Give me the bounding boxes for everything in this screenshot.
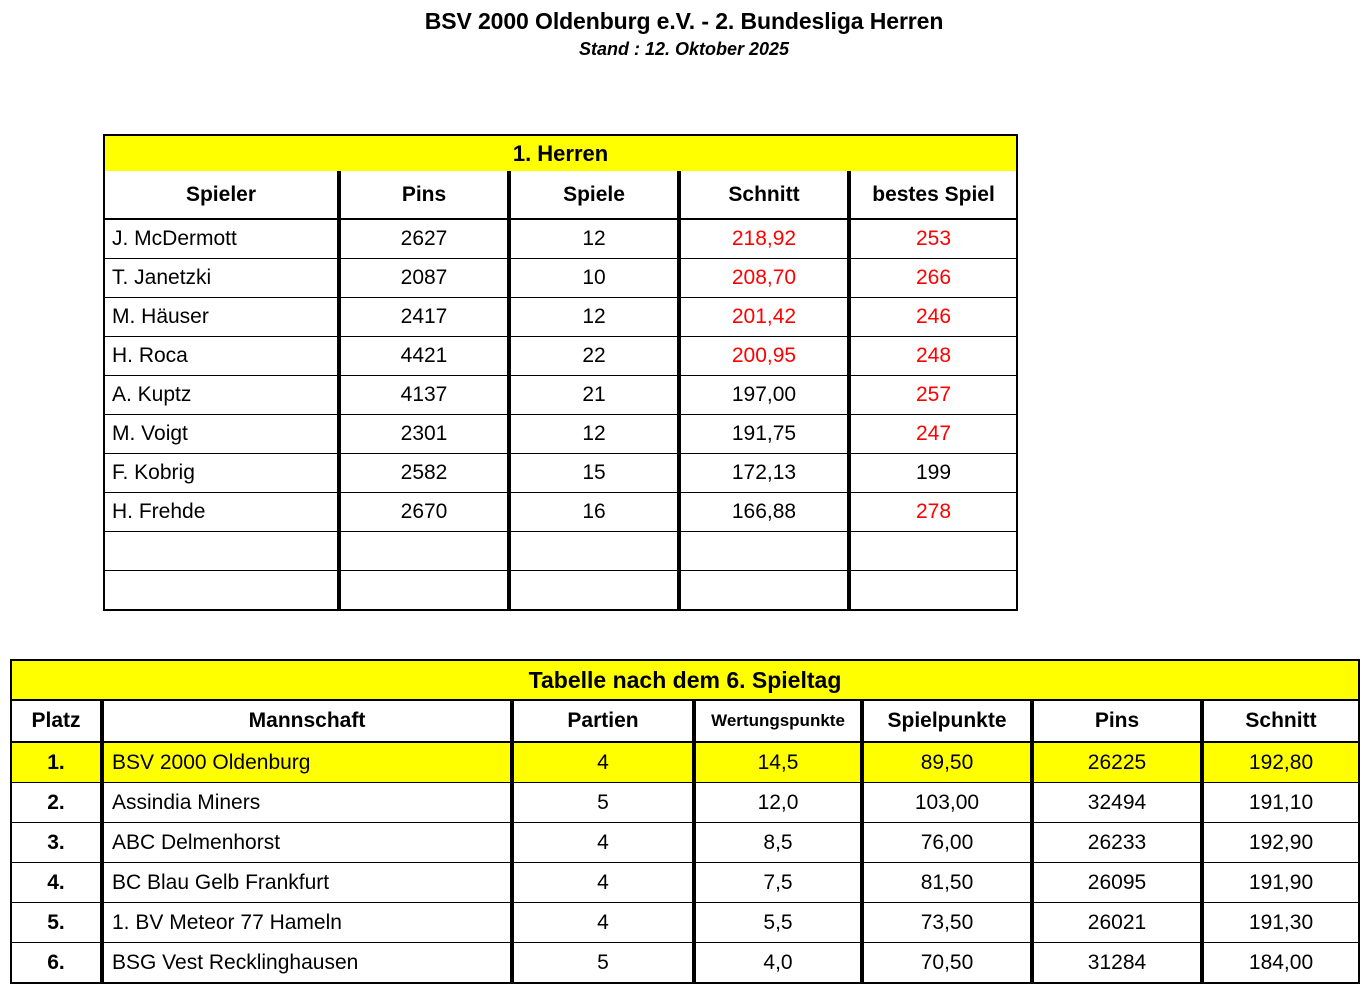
cell-spiele <box>509 532 679 571</box>
league-standings-header-row <box>10 699 1360 743</box>
cell-pins: 2087 <box>339 259 509 298</box>
cell-spieler: A. Kuptz <box>103 376 339 415</box>
cell-schnitt <box>679 532 849 571</box>
cell-spieler: F. Kobrig <box>103 454 339 493</box>
cell-schnitt: 192,90 <box>1202 823 1360 863</box>
column-header-mannschaft: Mannschaft <box>102 699 512 743</box>
cell-partien: 4 <box>512 823 694 863</box>
team-stats-section <box>103 134 1018 611</box>
column-header-bestes-spiel: bestes Spiel <box>849 171 1018 220</box>
cell-spiele: 16 <box>509 493 679 532</box>
table-row <box>10 863 1360 903</box>
cell-mannschaft: 1. BV Meteor 77 Hameln <box>102 903 512 943</box>
table-row <box>10 783 1360 823</box>
cell-bestes-spiel: 253 <box>849 220 1018 259</box>
cell-spieler <box>103 571 339 611</box>
cell-wertungspunkte: 14,5 <box>694 743 862 783</box>
table-row <box>103 454 1018 493</box>
cell-spieler: J. McDermott <box>103 220 339 259</box>
table-row <box>103 532 1018 571</box>
table-row <box>103 220 1018 259</box>
cell-bestes-spiel: 247 <box>849 415 1018 454</box>
cell-spiele: 10 <box>509 259 679 298</box>
cell-bestes-spiel: 257 <box>849 376 1018 415</box>
cell-platz: 5. <box>10 903 102 943</box>
cell-spiele: 12 <box>509 298 679 337</box>
column-header-schnitt: Schnitt <box>679 171 849 220</box>
cell-partien: 5 <box>512 943 694 984</box>
cell-spieler: H. Roca <box>103 337 339 376</box>
cell-spielpunkte: 103,00 <box>862 783 1032 823</box>
table-row <box>103 259 1018 298</box>
cell-pins: 2417 <box>339 298 509 337</box>
cell-schnitt: 218,92 <box>679 220 849 259</box>
document-header <box>0 0 1368 60</box>
cell-bestes-spiel <box>849 571 1018 611</box>
league-standings-section <box>10 659 1360 984</box>
cell-schnitt: 200,95 <box>679 337 849 376</box>
cell-schnitt: 191,10 <box>1202 783 1360 823</box>
column-header-pins: Pins <box>1032 699 1202 743</box>
cell-schnitt: 191,30 <box>1202 903 1360 943</box>
cell-schnitt: 191,90 <box>1202 863 1360 903</box>
table-row <box>103 571 1018 611</box>
cell-bestes-spiel: 248 <box>849 337 1018 376</box>
table-row <box>10 943 1360 984</box>
cell-partien: 4 <box>512 743 694 783</box>
cell-schnitt: 201,42 <box>679 298 849 337</box>
cell-spielpunkte: 73,50 <box>862 903 1032 943</box>
cell-pins: 26021 <box>1032 903 1202 943</box>
cell-pins: 4137 <box>339 376 509 415</box>
cell-bestes-spiel: 246 <box>849 298 1018 337</box>
page-title: BSV 2000 Oldenburg e.V. - 2. Bundesliga Herren <box>424 8 944 34</box>
column-header-partien: Partien <box>512 699 694 743</box>
cell-wertungspunkte: 8,5 <box>694 823 862 863</box>
cell-spiele: 21 <box>509 376 679 415</box>
cell-bestes-spiel <box>849 532 1018 571</box>
cell-spielpunkte: 89,50 <box>862 743 1032 783</box>
table-row <box>103 376 1018 415</box>
cell-platz: 6. <box>10 943 102 984</box>
cell-platz: 3. <box>10 823 102 863</box>
cell-schnitt: 172,13 <box>679 454 849 493</box>
cell-spiele: 15 <box>509 454 679 493</box>
cell-schnitt: 166,88 <box>679 493 849 532</box>
cell-spiele: 12 <box>509 415 679 454</box>
cell-wertungspunkte: 5,5 <box>694 903 862 943</box>
cell-pins: 26095 <box>1032 863 1202 903</box>
cell-wertungspunkte: 12,0 <box>694 783 862 823</box>
cell-spiele: 22 <box>509 337 679 376</box>
cell-mannschaft: Assindia Miners <box>102 783 512 823</box>
cell-platz: 2. <box>10 783 102 823</box>
cell-mannschaft: BSV 2000 Oldenburg <box>102 743 512 783</box>
cell-platz: 4. <box>10 863 102 903</box>
cell-pins: 2301 <box>339 415 509 454</box>
cell-spielpunkte: 76,00 <box>862 823 1032 863</box>
column-header-spiele: Spiele <box>509 171 679 220</box>
team-stats-banner: 1. Herren <box>103 134 1018 171</box>
cell-spieler: H. Frehde <box>103 493 339 532</box>
cell-spielpunkte: 81,50 <box>862 863 1032 903</box>
cell-pins: 4421 <box>339 337 509 376</box>
table-row <box>103 493 1018 532</box>
cell-pins: 32494 <box>1032 783 1202 823</box>
cell-partien: 4 <box>512 903 694 943</box>
cell-partien: 4 <box>512 863 694 903</box>
league-standings-banner: Tabelle nach dem 6. Spieltag <box>10 659 1360 699</box>
cell-pins <box>339 532 509 571</box>
cell-schnitt: 191,75 <box>679 415 849 454</box>
cell-bestes-spiel: 278 <box>849 493 1018 532</box>
cell-spiele: 12 <box>509 220 679 259</box>
cell-spielpunkte: 70,50 <box>862 943 1032 984</box>
cell-pins: 31284 <box>1032 943 1202 984</box>
cell-pins: 26225 <box>1032 743 1202 783</box>
cell-wertungspunkte: 7,5 <box>694 863 862 903</box>
column-header-spieler: Spieler <box>103 171 339 220</box>
cell-mannschaft: BC Blau Gelb Frankfurt <box>102 863 512 903</box>
cell-bestes-spiel: 266 <box>849 259 1018 298</box>
cell-schnitt: 208,70 <box>679 259 849 298</box>
cell-pins <box>339 571 509 611</box>
cell-bestes-spiel: 199 <box>849 454 1018 493</box>
cell-schnitt: 197,00 <box>679 376 849 415</box>
team-stats-header-row <box>103 171 1018 220</box>
cell-partien: 5 <box>512 783 694 823</box>
column-header-wertungspunkte: Wertungspunkte <box>694 699 862 743</box>
table-row <box>10 743 1360 783</box>
cell-spieler: M. Häuser <box>103 298 339 337</box>
team-stats-table <box>103 134 1018 611</box>
cell-pins: 2582 <box>339 454 509 493</box>
cell-schnitt: 184,00 <box>1202 943 1360 984</box>
cell-platz: 1. <box>10 743 102 783</box>
cell-wertungspunkte: 4,0 <box>694 943 862 984</box>
cell-pins: 2627 <box>339 220 509 259</box>
league-standings-table <box>10 659 1360 984</box>
table-row <box>10 823 1360 863</box>
cell-spiele <box>509 571 679 611</box>
cell-mannschaft: BSG Vest Recklinghausen <box>102 943 512 984</box>
cell-spieler: T. Janetzki <box>103 259 339 298</box>
page-subtitle: Stand : 12. Oktober 2025 <box>578 39 790 59</box>
cell-mannschaft: ABC Delmenhorst <box>102 823 512 863</box>
cell-schnitt: 192,80 <box>1202 743 1360 783</box>
table-row <box>103 337 1018 376</box>
column-header-schnitt: Schnitt <box>1202 699 1360 743</box>
cell-spieler: M. Voigt <box>103 415 339 454</box>
table-row <box>103 415 1018 454</box>
cell-pins: 26233 <box>1032 823 1202 863</box>
table-row <box>103 298 1018 337</box>
cell-pins: 2670 <box>339 493 509 532</box>
column-header-spielpunkte: Spielpunkte <box>862 699 1032 743</box>
table-row <box>10 903 1360 943</box>
cell-spieler <box>103 532 339 571</box>
column-header-pins: Pins <box>339 171 509 220</box>
column-header-platz: Platz <box>10 699 102 743</box>
cell-schnitt <box>679 571 849 611</box>
